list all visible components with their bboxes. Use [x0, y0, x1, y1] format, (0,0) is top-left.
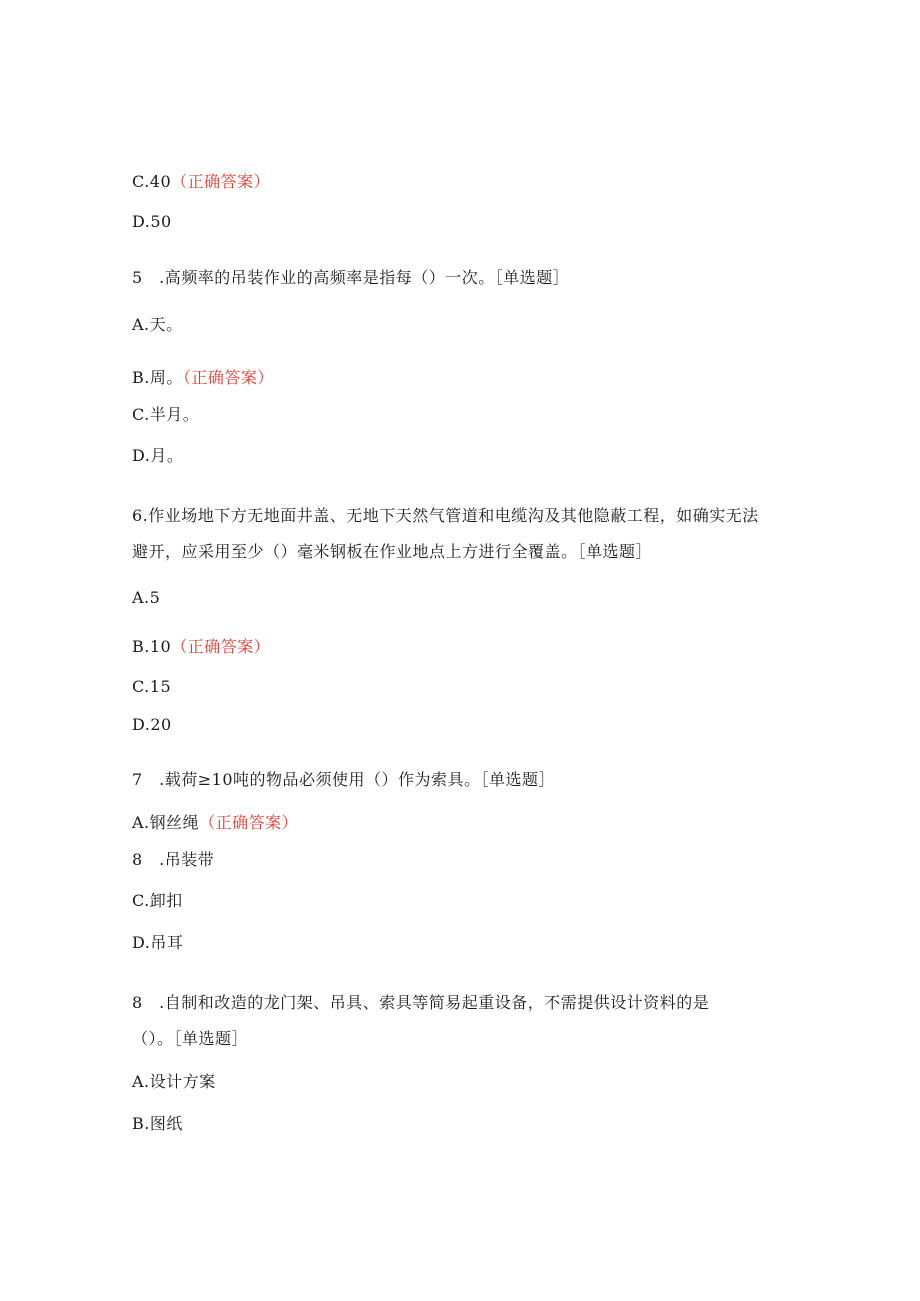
- option-text: D.吊耳: [132, 933, 184, 952]
- option-b-drawings: [132, 1113, 183, 1135]
- question-6-line-1: [132, 505, 759, 527]
- option-text: B.图纸: [132, 1114, 183, 1133]
- correct-answer-mark: （正确答案）: [199, 813, 299, 832]
- option-text: C.卸扣: [132, 891, 183, 910]
- question-text: 6.作业场地下方无地面井盖、无地下天然气管道和电缆沟及其他隐蔽工程，如确实无法: [132, 506, 759, 525]
- correct-answer-mark: （正确答案）: [182, 368, 274, 387]
- option-text: D.月。: [132, 446, 184, 465]
- question-7: [132, 769, 555, 791]
- option-b-week: [132, 367, 274, 389]
- option-text: A.天。: [132, 315, 183, 334]
- option-text: C.40: [132, 172, 172, 191]
- option-text: B.10: [132, 637, 172, 656]
- option-text: C.15: [132, 677, 172, 696]
- question-8-line-1: [132, 992, 709, 1014]
- option-a-day: [132, 314, 183, 336]
- option-a-5: [132, 587, 160, 609]
- option-text: A.5: [132, 588, 161, 607]
- correct-answer-mark: （正确答案）: [171, 637, 271, 656]
- option-b-10: [132, 636, 270, 658]
- question-text: 5 .高频率的吊装作业的高频率是指每（）一次。［单选题］: [132, 268, 570, 287]
- option-c-40: [132, 171, 270, 193]
- option-a-design-plan: [132, 1071, 216, 1093]
- option-c-halfmonth: [132, 404, 199, 426]
- option-c-shackle: [132, 890, 183, 912]
- option-d-lifting-lug: [132, 932, 183, 954]
- question-text: 8 .自制和改造的龙门架、吊具、索具等简易起重设备，不需提供设计资料的是: [132, 993, 710, 1012]
- question-text: （）。［单选题］: [132, 1029, 249, 1048]
- option-text: D.50: [132, 212, 172, 231]
- option-a-wire-rope: [132, 812, 298, 834]
- question-text: 7 .载荷≥10吨的物品必须使用（）作为索具。［单选题］: [132, 770, 556, 789]
- option-text: B.周。: [132, 368, 183, 387]
- correct-answer-mark: （正确答案）: [171, 172, 271, 191]
- option-b-sling: [132, 849, 214, 871]
- question-8-line-2: [132, 1028, 248, 1050]
- option-d-50: [132, 211, 172, 233]
- option-text: A.钢丝绳: [132, 813, 200, 832]
- option-text: C.半月。: [132, 405, 200, 424]
- option-c-15: [132, 676, 171, 698]
- option-text: 8 .吊装带: [132, 850, 215, 869]
- option-text: A.设计方案: [132, 1072, 216, 1091]
- question-text: 避开，应采用至少（）毫米钢板在作业地点上方进行全覆盖。［单选题］: [132, 542, 653, 561]
- option-d-20: [132, 714, 172, 736]
- question-6-line-2: [132, 541, 652, 563]
- option-text: D.20: [132, 715, 172, 734]
- option-d-month: [132, 445, 183, 467]
- question-5: [132, 267, 569, 289]
